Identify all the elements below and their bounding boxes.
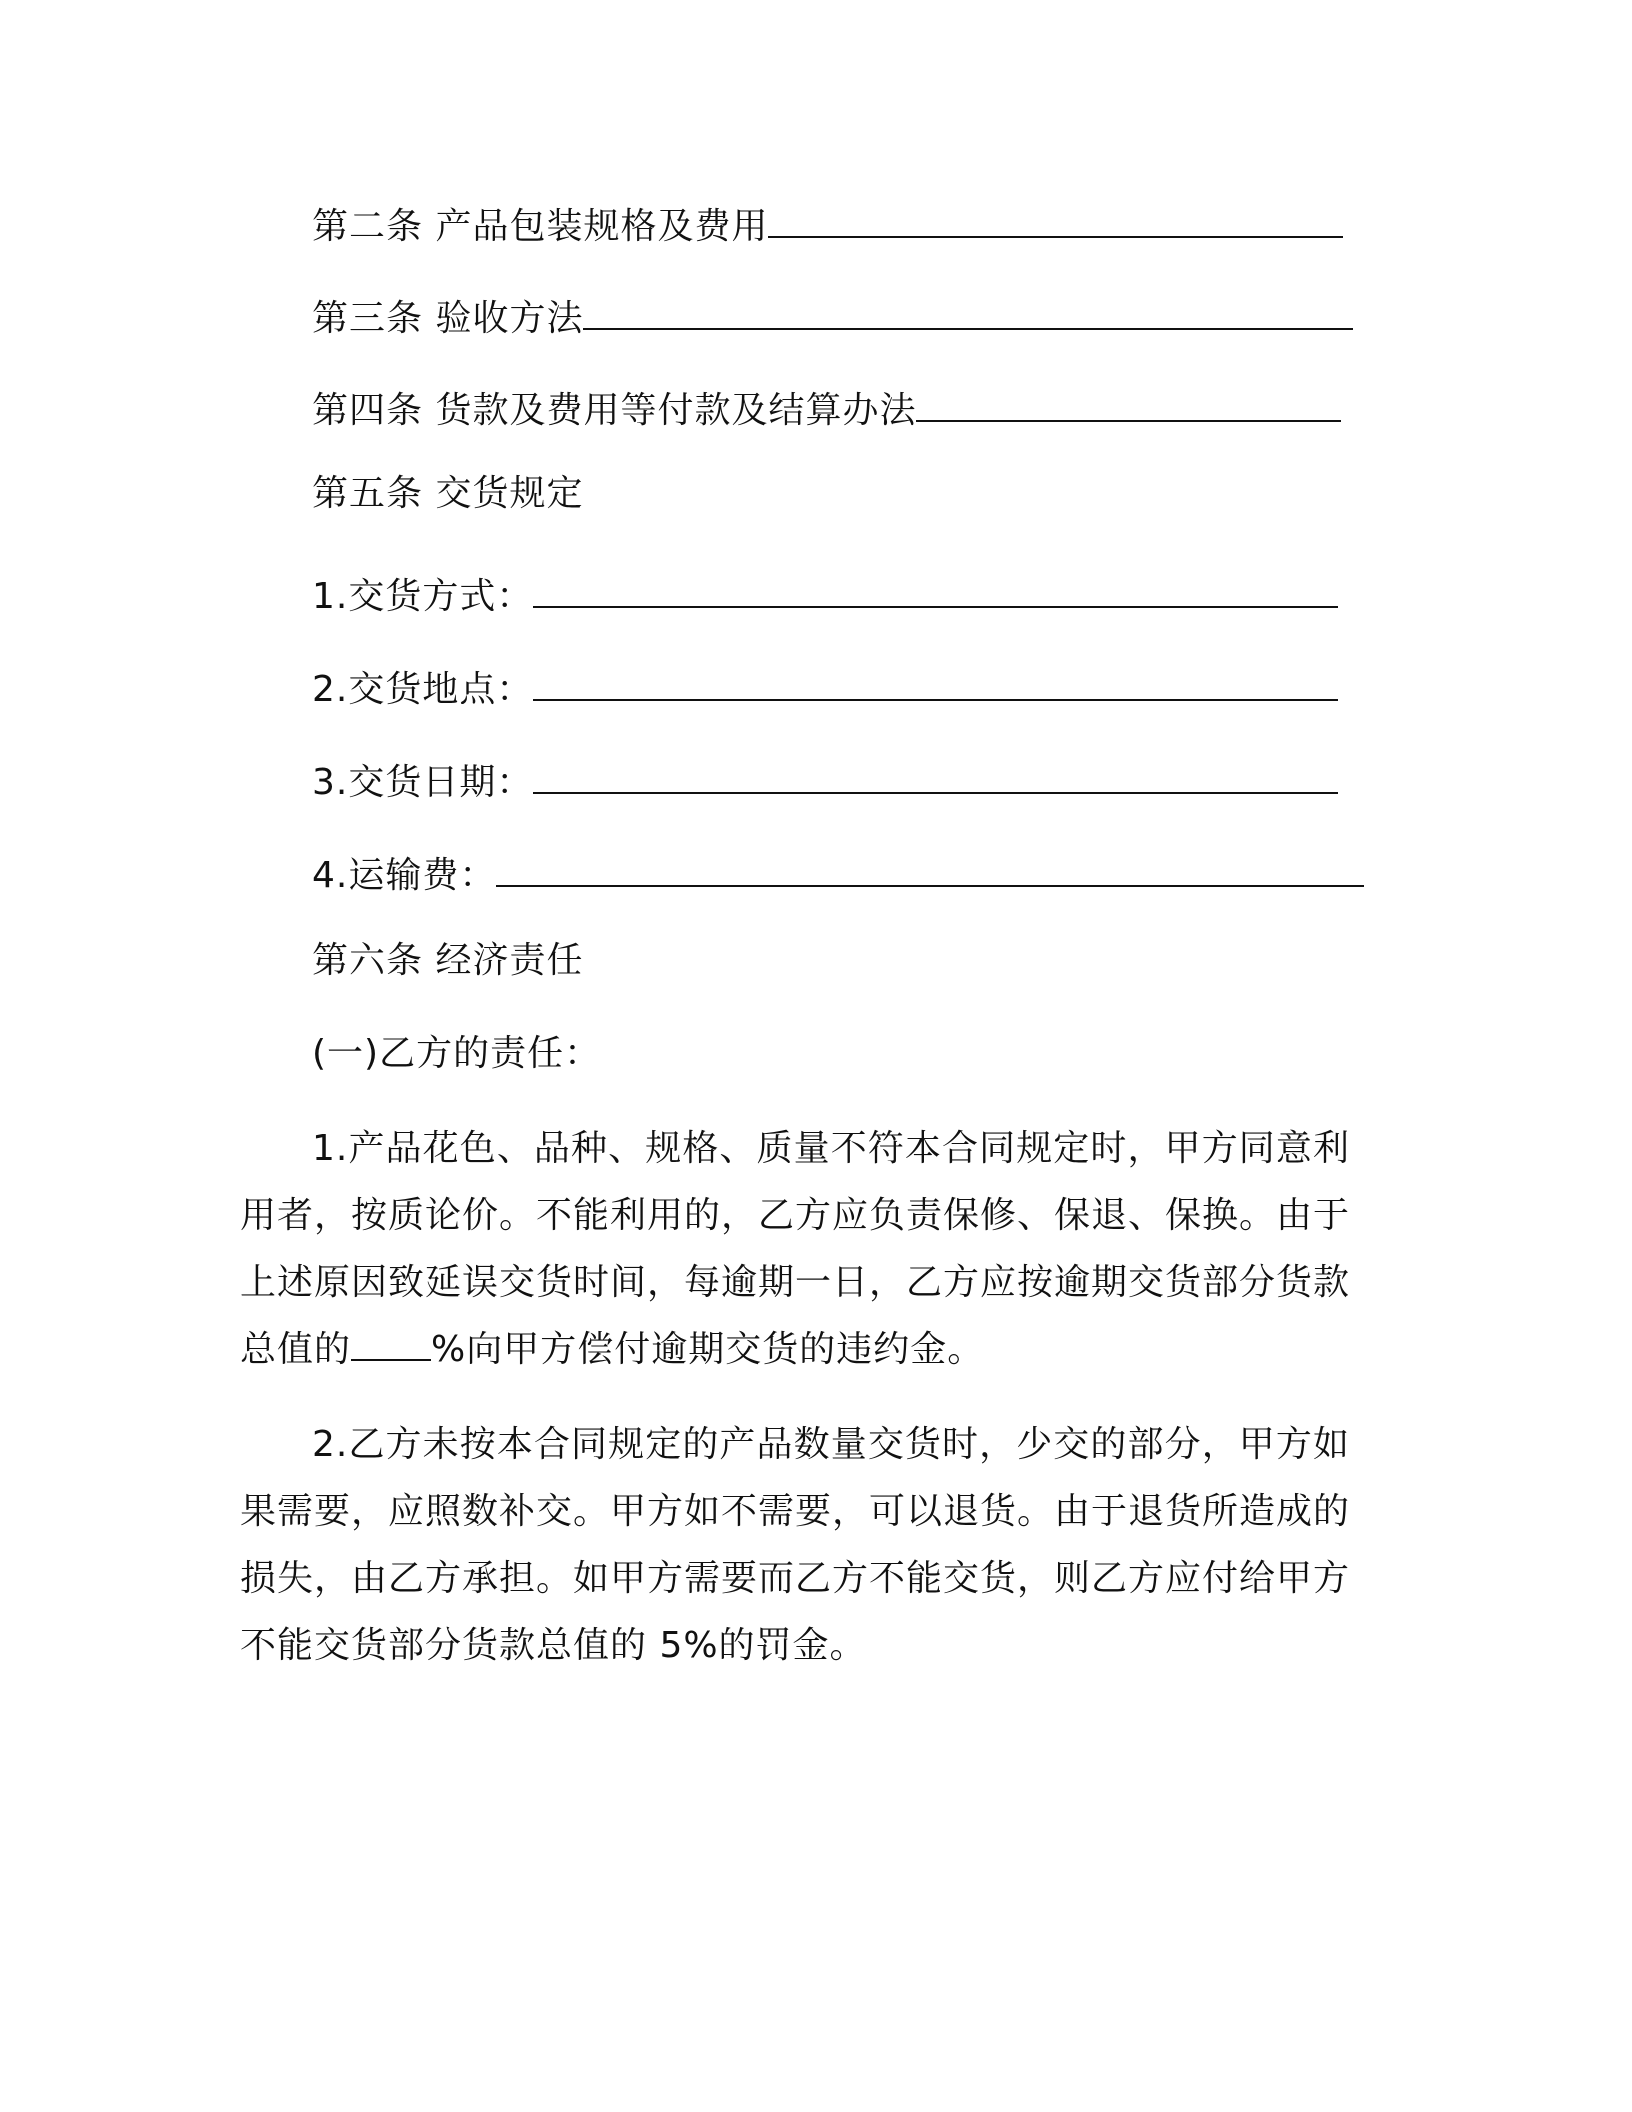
delivery-place-blank[interactable] [533, 663, 1338, 701]
delivery-date-blank[interactable] [533, 756, 1338, 794]
article-3-line [312, 292, 1353, 343]
delivery-place-label: 2.交货地点： [312, 669, 534, 710]
article-2-blank[interactable] [768, 200, 1343, 238]
freight-label: 4.运输费： [312, 855, 497, 896]
article-3-blank[interactable] [583, 292, 1353, 330]
article-4-line [312, 384, 1341, 435]
delivery-method-label: 1.交货方式： [312, 576, 534, 617]
article-2-line [312, 200, 1343, 251]
article-5-title: 第五条 交货规定 [312, 473, 584, 514]
freight-line [312, 849, 1364, 900]
delivery-place-line [312, 663, 1338, 714]
penalty-rate-blank[interactable] [351, 1329, 431, 1361]
delivery-method-line [312, 570, 1338, 621]
delivery-date-line [312, 756, 1338, 807]
article-4-blank[interactable] [916, 384, 1341, 422]
article-6-title: 第六条 经济责任 [312, 940, 584, 981]
delivery-method-blank[interactable] [533, 570, 1338, 608]
freight-blank[interactable] [496, 849, 1364, 887]
liability-paragraph-1-text: 1.产品花色、品种、规格、质量不符本合同规定时，甲方同意利用者，按质论价。不能利用的，乙方应负责保修、保退、保换。由于上述原因致延误交货时间，每逾期一日，乙方应按逾期交货部分货款总值的 [240, 1128, 1351, 1370]
article-2-label: 第二条 产品包装规格及费用 [312, 206, 769, 247]
article-3-label: 第三条 验收方法 [312, 298, 584, 339]
article-4-label: 第四条 货款及费用等付款及结算办法 [312, 390, 917, 431]
section-a-title: (一)乙方的责任： [312, 1033, 602, 1074]
liability-paragraph-1 [240, 1115, 1350, 1383]
delivery-date-label: 3.交货日期： [312, 762, 534, 803]
liability-paragraph-2: 2.乙方未按本合同规定的产品数量交货时，少交的部分，甲方如果需要，应照数补交。甲方如不需要，可以退货。由于退货所造成的损失，由乙方承担。如甲方需要而乙方不能交货，则乙方应付给甲方不能交货部分货款总值的 5%的罚金。 [240, 1424, 1351, 1666]
liability-paragraph-1-tail: %向甲方偿付逾期交货的违约金。 [431, 1329, 985, 1370]
